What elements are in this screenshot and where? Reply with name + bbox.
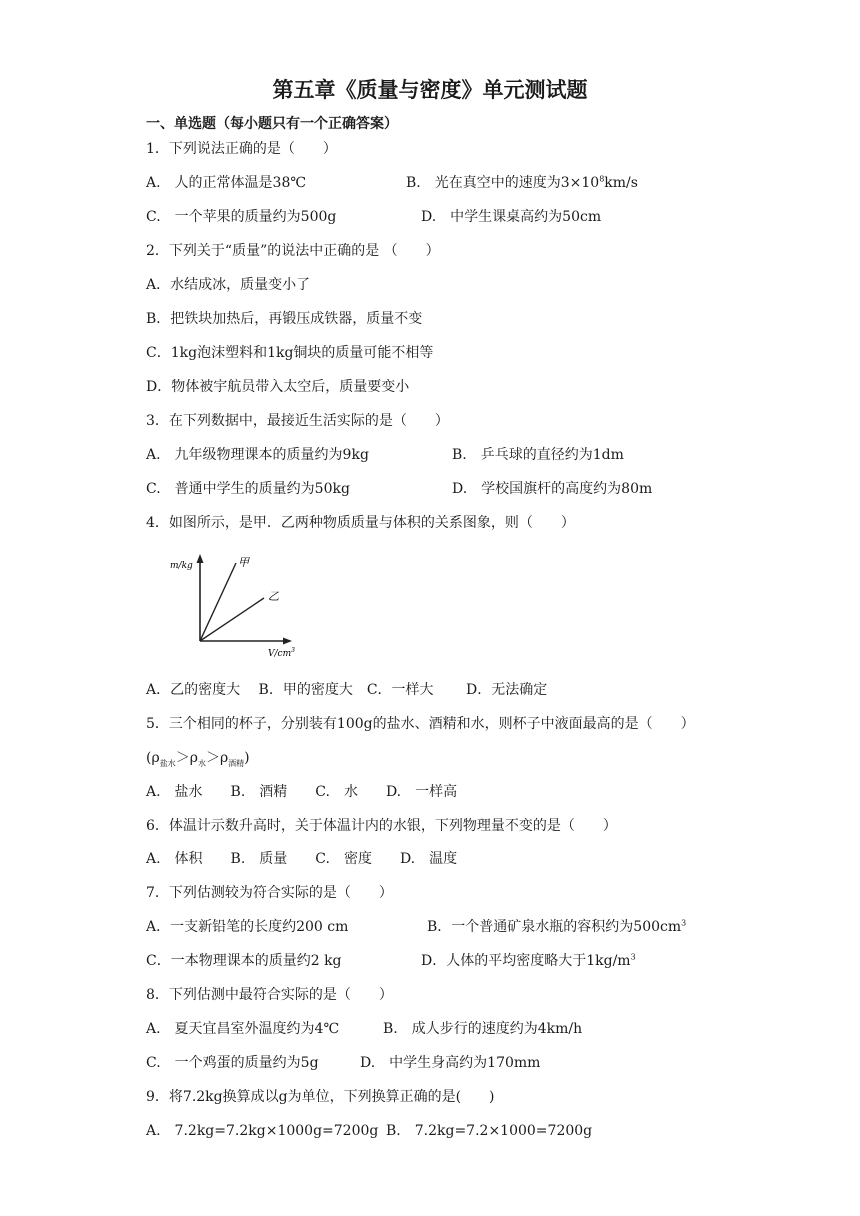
section-heading: 一、单选题（每小题只有一个正确答案） [146, 116, 398, 132]
question-7-option-c: C．一本物理课本的质量约2 kg [146, 953, 342, 969]
option-b-text: B. 光在真空中的速度为3×10 [406, 175, 600, 191]
question-1-option-b [406, 173, 638, 193]
question-5-stem: 5．三个相同的杯子，分别装有100g的盐水、酒精和水，则杯子中液面最高的是（ ） [146, 716, 695, 732]
question-6-stem: 6．体温计示数升高时，关于体温计内的水银，下列物理量不变的是（ ） [146, 818, 617, 834]
question-3-option-d: D. 学校国旗杆的高度约为80m [452, 481, 653, 497]
question-7-option-d: D．人体的平均密度略大于$1kg/m^3$ [421, 952, 636, 969]
question-7-option-a: A．一支新铅笔的长度约200 cm [146, 919, 349, 935]
question-9-option-a: A. 7.2kg=7.2kg×1000g=7200g [146, 1123, 379, 1139]
question-3-option-c: C. 普通中学生的质量约为50kg [146, 481, 350, 497]
question-1-option-a: A. 人的正常体温是38℃ [146, 175, 307, 191]
question-3-option-b: B. 乒乓球的直径约为1dm [452, 447, 624, 463]
question-7-option-b: B．一个普通矿泉水瓶的容积约为$500cm^3$ [427, 918, 687, 935]
line-jia-label: 甲 [238, 556, 249, 569]
question-2-stem: 2．下列关于“质量”的说法中正确的是 （ ） [146, 243, 440, 259]
question-5-condition: $(\rho_{盐水}>\rho_水>\rho_{酒精})$ [146, 750, 250, 768]
question-2-option-b: B．把铁块加热后，再锻压成铁器，质量不变 [146, 311, 423, 327]
question-2-option-a: A．水结成冰，质量变小了 [146, 277, 311, 293]
question-4-stem: 4．如图所示，是甲．乙两种物质质量与体积的关系图象，则（ ） [146, 515, 575, 531]
question-2-option-c: C．1kg泡沫塑料和1kg铜块的质量可能不相等 [146, 345, 434, 361]
question-8-stem: 8．下列估测中最符合实际的是（ ） [146, 987, 393, 1003]
question-3-option-a: A. 九年级物理课本的质量约为9kg [146, 447, 369, 463]
question-8-option-c: C. 一个鸡蛋的质量约为5g [146, 1055, 319, 1071]
mass-volume-graph [168, 548, 296, 658]
question-6-options: A. 体积 B. 质量 C. 密度 D. 温度 [146, 851, 458, 867]
question-5-options: A. 盐水 B. 酒精 C. 水 D. 一样高 [146, 784, 458, 800]
question-8-option-d: D. 中学生身高约为170mm [360, 1055, 541, 1071]
question-8-option-b: B. 成人步行的速度约为4km/h [383, 1021, 583, 1037]
page-title: 第五章《质量与密度》单元测试题 [272, 78, 588, 102]
question-2-option-d: D．物体被宇航员带入太空后，质量要变小 [146, 379, 410, 395]
question-3-stem: 3．在下列数据中，最接近生活实际的是（ ） [146, 413, 449, 429]
question-7-stem: 7．下列估测较为符合实际的是（ ） [146, 885, 393, 901]
option-b-unit: km/s [604, 175, 638, 191]
line-yi-label: 乙 [268, 590, 279, 603]
question-1-stem: 1．下列说法正确的是（ ） [146, 141, 337, 157]
question-1-option-d: D. 中学生课桌高约为50cm [421, 209, 602, 225]
question-4-options: A．乙的密度大 B．甲的密度大 C．一样大 D．无法确定 [146, 682, 548, 698]
question-9-option-b: B. 7.2kg=7.2×1000=7200g [386, 1123, 593, 1139]
question-8-option-a: A. 夏天宜昌室外温度约为4℃ [146, 1021, 340, 1037]
question-1-option-c: C. 一个苹果的质量约为500g [146, 209, 337, 225]
y-axis-label: m/kg [170, 561, 193, 571]
exponent: 8 [599, 174, 605, 184]
x-axis-label: $V/cm^3$ [268, 647, 295, 658]
question-9-stem: 9．将7.2kg换算成以g为单位，下列换算正确的是( ) [146, 1089, 495, 1105]
